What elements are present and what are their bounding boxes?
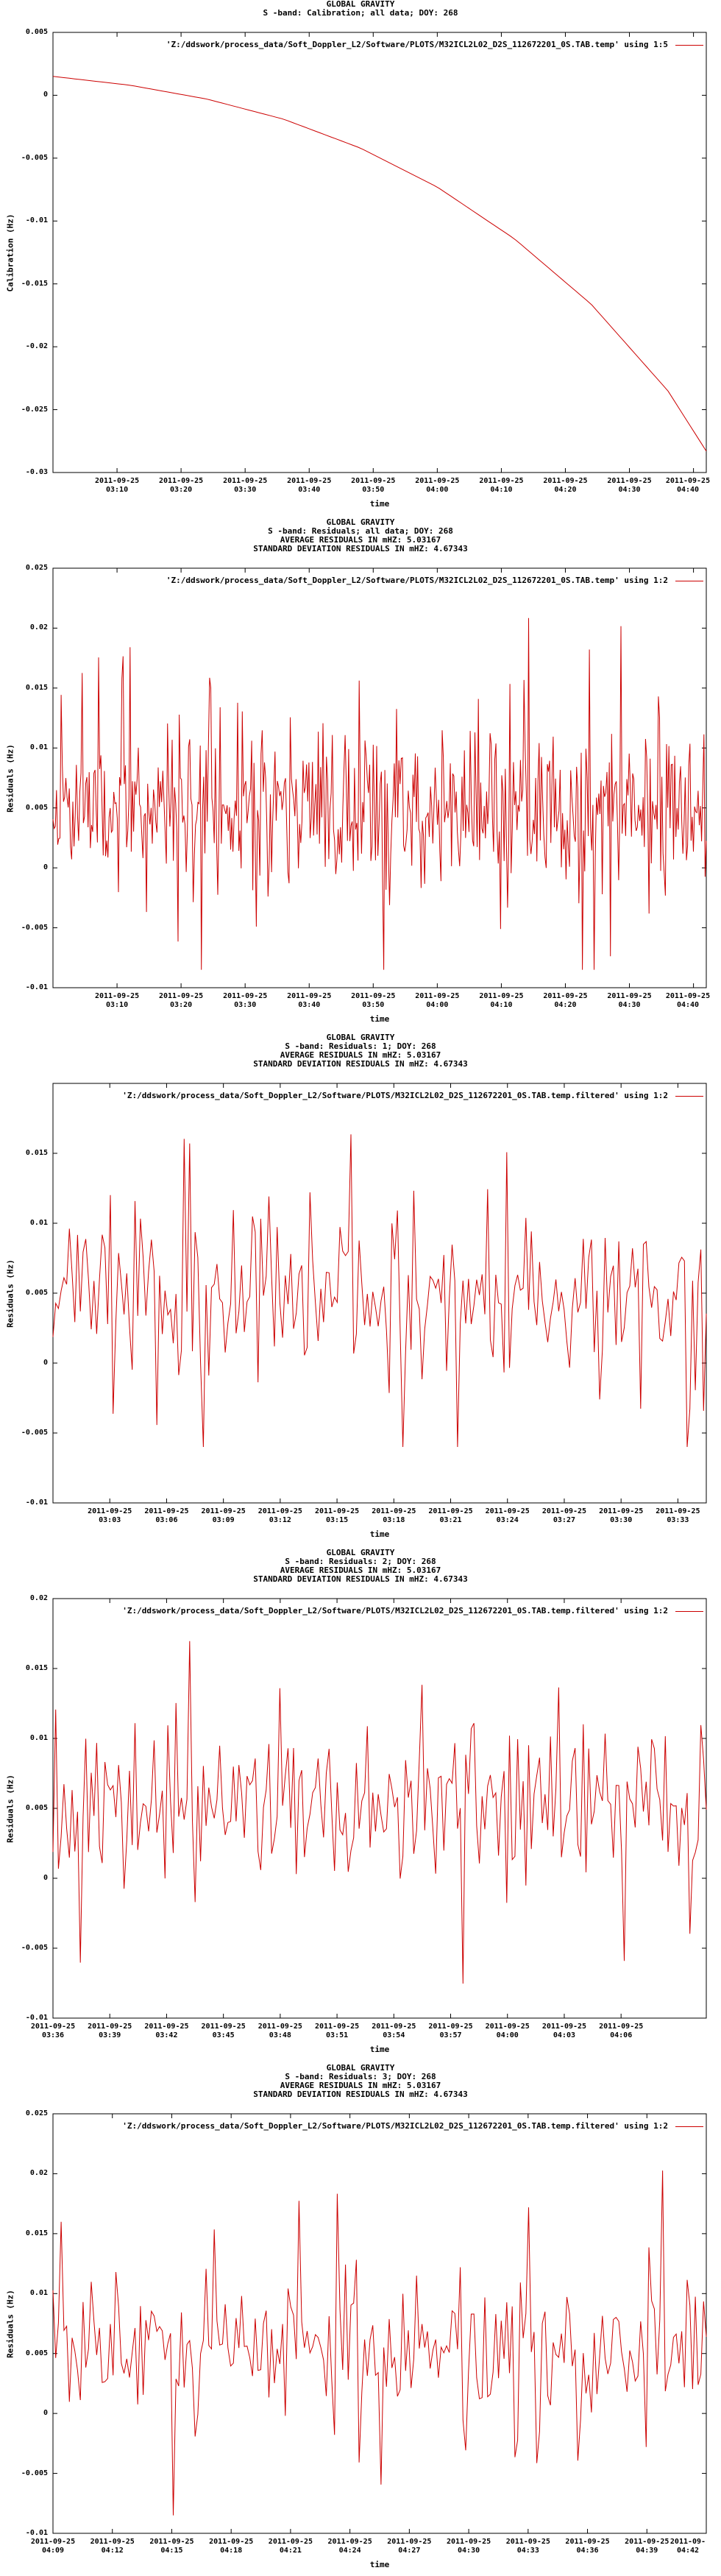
x-tick-time: 04:09 bbox=[41, 2547, 65, 2555]
x-tick-date: 2011-09-25 bbox=[543, 992, 588, 1000]
x-tick-time: 03:50 bbox=[362, 486, 385, 494]
y-tick-label: -0.025 bbox=[21, 405, 48, 414]
series-line bbox=[53, 2170, 706, 2516]
x-tick-label bbox=[20, 2538, 86, 2555]
x-tick-time: 03:30 bbox=[234, 1001, 257, 1009]
plot-title-line: S -band: Residuals: 3; DOY: 268 bbox=[285, 2072, 436, 2081]
y-tick-label: 0.015 bbox=[25, 683, 48, 692]
plot-title-line: GLOBAL GRAVITY bbox=[326, 1548, 395, 1557]
series-line bbox=[53, 77, 706, 451]
x-tick-time: 04:00 bbox=[426, 1001, 449, 1009]
x-tick-label bbox=[655, 992, 721, 1010]
residuals-1-plot bbox=[0, 1030, 721, 1546]
series-line bbox=[53, 1134, 706, 1447]
x-tick-time: 04:00 bbox=[496, 2031, 519, 2039]
x-tick-date: 2011-09-25 bbox=[415, 477, 460, 485]
x-tick-date: 2011-09-25 bbox=[30, 2023, 76, 2031]
x-tick-time: 04:10 bbox=[490, 1001, 513, 1009]
plot-title-line: S -band: Residuals: 2; DOY: 268 bbox=[285, 1557, 436, 1566]
y-tick-label: 0.01 bbox=[29, 743, 48, 752]
x-tick-date: 2011-09-25 bbox=[30, 2538, 76, 2546]
x-tick-time: 03:18 bbox=[383, 1516, 405, 1524]
x-tick-date: 2011-09-25 bbox=[88, 1507, 132, 1515]
residuals-3-plot bbox=[0, 2061, 721, 2576]
x-tick-label bbox=[532, 477, 598, 495]
x-tick-time: 04:40 bbox=[676, 1001, 700, 1009]
residuals-2-plot bbox=[0, 1546, 721, 2061]
plot-title-line: STANDARD DEVIATION RESIDUALS IN mHZ: 4.67343 bbox=[253, 1059, 468, 1069]
y-tick-label: -0.005 bbox=[21, 1429, 48, 1437]
legend-swatch bbox=[675, 1096, 703, 1097]
x-tick-label bbox=[532, 992, 598, 1010]
x-tick-label bbox=[84, 992, 150, 1010]
x-tick-date: 2011-09-25 bbox=[485, 1507, 530, 1515]
x-tick-label bbox=[317, 2538, 383, 2555]
legend-label: 'Z:/ddswork/process_data/Soft_Doppler_L2/Software/PLOTS/M32ICL2L02_D2S_112672201_0S.TAB.temp.filtered' using 1:2 bbox=[122, 1091, 668, 1100]
legend bbox=[166, 40, 703, 49]
x-tick-date: 2011-09-25 bbox=[415, 992, 460, 1000]
plot-frame bbox=[53, 1083, 706, 1503]
x-tick-date: 2011-09-25 bbox=[314, 2023, 360, 2031]
y-tick-label: 0 bbox=[43, 1359, 48, 1367]
x-tick-time: 04:30 bbox=[618, 486, 641, 494]
x-tick-time: 03:30 bbox=[234, 486, 257, 494]
x-axis-label: time bbox=[369, 1529, 390, 1539]
x-tick-label bbox=[597, 992, 663, 1010]
x-tick-date: 2011-09-25 bbox=[258, 1507, 302, 1515]
legend bbox=[166, 576, 703, 585]
x-tick-date: 2011-09-25 bbox=[351, 477, 396, 485]
y-tick-label: 0 bbox=[43, 863, 48, 872]
y-tick-label: 0.005 bbox=[25, 2349, 48, 2357]
plot-title-line: STANDARD DEVIATION RESIDUALS IN mHZ: 4.67343 bbox=[253, 2090, 468, 2099]
y-tick-label: 0.005 bbox=[25, 1289, 48, 1297]
x-tick-label bbox=[468, 477, 534, 495]
x-tick-time: 03:36 bbox=[41, 2031, 65, 2039]
x-tick-label bbox=[276, 992, 342, 1010]
x-tick-label bbox=[84, 477, 150, 495]
x-tick-time: 04:10 bbox=[490, 486, 513, 494]
y-tick-label: -0.01 bbox=[25, 2014, 48, 2022]
x-tick-date: 2011-09-25 bbox=[144, 2023, 189, 2031]
y-axis-label: Residuals (Hz) bbox=[5, 1259, 15, 1328]
x-tick-time: 03:40 bbox=[298, 1001, 321, 1009]
x-tick-date: 2011-09-25 bbox=[209, 2538, 254, 2546]
plot-title-line: GLOBAL GRAVITY bbox=[326, 517, 395, 527]
x-tick-label bbox=[555, 2538, 621, 2555]
plot-title-line: GLOBAL GRAVITY bbox=[326, 2063, 395, 2073]
x-tick-date: 2011-09-25 bbox=[479, 992, 524, 1000]
x-tick-date: 2011-09-25 bbox=[428, 1507, 473, 1515]
calibration-plot bbox=[0, 0, 721, 515]
x-tick-date: 2011-09-25 bbox=[428, 2023, 473, 2031]
y-tick-label: -0.005 bbox=[21, 153, 48, 162]
y-tick-label: -0.01 bbox=[25, 983, 48, 991]
x-tick-date: 2011-09- bbox=[670, 2538, 706, 2546]
x-tick-label bbox=[376, 2538, 442, 2555]
x-tick-time: 03:24 bbox=[496, 1516, 519, 1524]
legend-label: 'Z:/ddswork/process_data/Soft_Doppler_L2/Software/PLOTS/M32ICL2L02_D2S_112672201_0S.TAB.temp' using 1:2 bbox=[166, 576, 668, 585]
x-tick-time: 03:42 bbox=[155, 2031, 178, 2039]
y-tick-label: 0.02 bbox=[29, 1594, 48, 1602]
x-tick-label bbox=[340, 477, 406, 495]
x-tick-date: 2011-09-25 bbox=[314, 1507, 360, 1515]
plot-title-line: S -band: Residuals; all data; DOY: 268 bbox=[268, 526, 453, 536]
x-tick-date: 2011-09-25 bbox=[287, 477, 332, 485]
x-tick-label bbox=[436, 2538, 502, 2555]
x-tick-date: 2011-09-25 bbox=[94, 477, 140, 485]
x-tick-time: 03:12 bbox=[269, 1516, 291, 1524]
x-axis-label: time bbox=[369, 499, 390, 509]
x-tick-date: 2011-09-25 bbox=[372, 2023, 416, 2031]
x-tick-label bbox=[148, 992, 214, 1010]
plot-title-line: AVERAGE RESIDUALS IN mHZ: 5.03167 bbox=[280, 535, 441, 545]
x-tick-time: 04:42 bbox=[676, 2547, 700, 2555]
x-tick-date: 2011-09-25 bbox=[223, 992, 268, 1000]
x-tick-time: 03:51 bbox=[326, 2031, 349, 2039]
y-tick-label: -0.01 bbox=[25, 2529, 48, 2537]
residuals-all-plot bbox=[0, 515, 721, 1030]
x-tick-time: 04:40 bbox=[676, 486, 700, 494]
x-tick-date: 2011-09-25 bbox=[158, 992, 204, 1000]
x-tick-date: 2011-09-25 bbox=[94, 992, 140, 1000]
y-tick-label: -0.005 bbox=[21, 2469, 48, 2477]
x-tick-time: 04:39 bbox=[636, 2547, 658, 2555]
y-tick-label: 0.025 bbox=[25, 2109, 48, 2117]
x-tick-label bbox=[212, 477, 278, 495]
x-tick-time: 03:39 bbox=[99, 2031, 121, 2039]
x-tick-date: 2011-09-25 bbox=[599, 1507, 644, 1515]
y-tick-label: 0 bbox=[43, 2409, 48, 2418]
x-tick-date: 2011-09-25 bbox=[387, 2538, 432, 2546]
x-tick-time: 03:10 bbox=[106, 1001, 129, 1009]
y-tick-label: 0.015 bbox=[25, 1664, 48, 1672]
plot-area bbox=[0, 2061, 721, 2576]
x-tick-time: 03:15 bbox=[326, 1516, 349, 1524]
y-tick-label: 0.005 bbox=[25, 28, 48, 36]
x-tick-time: 04:12 bbox=[101, 2547, 124, 2555]
x-tick-label bbox=[468, 992, 534, 1010]
x-tick-time: 04:06 bbox=[610, 2031, 633, 2039]
x-tick-time: 03:45 bbox=[212, 2031, 235, 2039]
legend bbox=[122, 2121, 703, 2131]
plot-title-line: GLOBAL GRAVITY bbox=[326, 1033, 395, 1042]
plot-title-line: S -band: Calibration; all data; DOY: 268 bbox=[263, 8, 458, 18]
legend-label: 'Z:/ddswork/process_data/Soft_Doppler_L2/Software/PLOTS/M32ICL2L02_D2S_112672201_0S.TAB.temp.filtered' using 1:2 bbox=[122, 2121, 668, 2131]
plot-frame bbox=[53, 568, 706, 988]
plot-title-line: STANDARD DEVIATION RESIDUALS IN mHZ: 4.67343 bbox=[253, 1574, 468, 1584]
x-tick-label bbox=[588, 2023, 654, 2040]
legend bbox=[122, 1606, 703, 1616]
y-tick-label: -0.005 bbox=[21, 923, 48, 932]
x-tick-date: 2011-09-25 bbox=[446, 2538, 491, 2546]
y-axis-label: Residuals (Hz) bbox=[5, 1774, 15, 1843]
y-tick-label: -0.02 bbox=[25, 342, 48, 351]
x-tick-time: 03:40 bbox=[298, 486, 321, 494]
y-tick-label: 0.02 bbox=[29, 623, 48, 632]
y-tick-label: -0.015 bbox=[21, 279, 48, 288]
x-tick-label bbox=[148, 477, 214, 495]
x-tick-time: 03:50 bbox=[362, 1001, 385, 1009]
plot-area bbox=[0, 1030, 721, 1546]
x-tick-date: 2011-09-25 bbox=[223, 477, 268, 485]
y-tick-label: 0 bbox=[43, 1874, 48, 1882]
x-tick-date: 2011-09-25 bbox=[144, 1507, 189, 1515]
x-tick-date: 2011-09-25 bbox=[485, 2023, 530, 2031]
x-tick-time: 03:06 bbox=[155, 1516, 178, 1524]
x-tick-date: 2011-09-25 bbox=[201, 2023, 246, 2031]
x-tick-date: 2011-09-25 bbox=[351, 992, 396, 1000]
x-tick-time: 03:33 bbox=[667, 1516, 689, 1524]
x-tick-label bbox=[597, 477, 663, 495]
x-tick-time: 04:15 bbox=[160, 2547, 183, 2555]
x-tick-time: 03:57 bbox=[439, 2031, 462, 2039]
y-tick-label: 0.025 bbox=[25, 564, 48, 572]
x-tick-date: 2011-09-25 bbox=[327, 2538, 372, 2546]
plot-title-line: AVERAGE RESIDUALS IN mHZ: 5.03167 bbox=[280, 1050, 441, 1060]
x-tick-date: 2011-09-25 bbox=[201, 1507, 246, 1515]
plot-frame bbox=[53, 2114, 706, 2533]
x-tick-date: 2011-09-25 bbox=[149, 2538, 194, 2546]
plot-title-line: AVERAGE RESIDUALS IN mHZ: 5.03167 bbox=[280, 2081, 441, 2090]
y-tick-label: 0.01 bbox=[29, 1219, 48, 1227]
x-tick-time: 03:03 bbox=[99, 1516, 121, 1524]
x-tick-time: 04:27 bbox=[398, 2547, 421, 2555]
x-tick-time: 03:09 bbox=[212, 1516, 235, 1524]
y-tick-label: 0.02 bbox=[29, 2169, 48, 2178]
x-tick-date: 2011-09-25 bbox=[665, 477, 711, 485]
x-tick-date: 2011-09-25 bbox=[656, 1507, 700, 1515]
x-tick-date: 2011-09-25 bbox=[258, 2023, 302, 2031]
plot-title-line: STANDARD DEVIATION RESIDUALS IN mHZ: 4.67343 bbox=[253, 544, 468, 553]
x-tick-label bbox=[404, 477, 470, 495]
plot-title-line: AVERAGE RESIDUALS IN mHZ: 5.03167 bbox=[280, 1565, 441, 1575]
y-tick-label: 0.01 bbox=[29, 1734, 48, 1742]
x-tick-label bbox=[655, 2538, 721, 2555]
legend-label: 'Z:/ddswork/process_data/Soft_Doppler_L2/Software/PLOTS/M32ICL2L02_D2S_112672201_0S.TAB.temp.filtered' using 1:2 bbox=[122, 1606, 668, 1616]
x-tick-label bbox=[644, 1507, 711, 1525]
x-tick-date: 2011-09-25 bbox=[599, 2023, 644, 2031]
x-tick-time: 04:33 bbox=[516, 2547, 539, 2555]
x-tick-date: 2011-09-25 bbox=[543, 477, 588, 485]
plot-area bbox=[0, 1546, 721, 2061]
x-tick-time: 04:20 bbox=[554, 486, 577, 494]
x-tick-time: 03:30 bbox=[610, 1516, 633, 1524]
x-tick-label bbox=[79, 2538, 146, 2555]
x-tick-time: 04:24 bbox=[338, 2547, 361, 2555]
x-tick-time: 04:30 bbox=[458, 2547, 480, 2555]
x-tick-date: 2011-09-25 bbox=[287, 992, 332, 1000]
x-tick-time: 03:10 bbox=[106, 486, 129, 494]
y-tick-label: 0.015 bbox=[25, 1149, 48, 1157]
x-tick-date: 2011-09-25 bbox=[607, 477, 652, 485]
x-tick-time: 03:54 bbox=[383, 2031, 405, 2039]
y-tick-label: 0.005 bbox=[25, 803, 48, 812]
x-tick-time: 03:20 bbox=[170, 1001, 193, 1009]
plot-title-line: GLOBAL GRAVITY bbox=[326, 0, 395, 9]
x-tick-date: 2011-09-25 bbox=[479, 477, 524, 485]
x-tick-date: 2011-09-25 bbox=[565, 2538, 610, 2546]
y-tick-label: -0.005 bbox=[21, 1944, 48, 1952]
x-axis-label: time bbox=[369, 1014, 390, 1024]
x-tick-time: 03:20 bbox=[170, 486, 193, 494]
legend-swatch bbox=[675, 45, 703, 46]
y-tick-label: -0.03 bbox=[25, 468, 48, 476]
x-tick-time: 04:03 bbox=[553, 2031, 575, 2039]
x-tick-time: 03:21 bbox=[439, 1516, 462, 1524]
legend bbox=[122, 1091, 703, 1100]
x-tick-label bbox=[138, 2538, 205, 2555]
x-tick-time: 04:00 bbox=[426, 486, 449, 494]
series-line bbox=[53, 1641, 706, 1984]
x-tick-date: 2011-09-25 bbox=[268, 2538, 313, 2546]
x-tick-date: 2011-09-25 bbox=[90, 2538, 135, 2546]
x-tick-label bbox=[212, 992, 278, 1010]
y-axis-label: Residuals (Hz) bbox=[5, 2290, 15, 2358]
y-axis-label: Residuals (Hz) bbox=[5, 744, 15, 813]
x-tick-date: 2011-09-25 bbox=[88, 2023, 132, 2031]
x-tick-date: 2011-09-25 bbox=[541, 2023, 587, 2031]
x-tick-time: 04:36 bbox=[576, 2547, 599, 2555]
x-tick-label bbox=[655, 477, 721, 495]
x-tick-label bbox=[276, 477, 342, 495]
y-tick-label: -0.01 bbox=[25, 1498, 48, 1507]
x-axis-label: time bbox=[369, 2045, 390, 2054]
y-tick-label: 0.01 bbox=[29, 2289, 48, 2298]
y-tick-label: -0.01 bbox=[25, 216, 48, 225]
x-tick-label bbox=[404, 992, 470, 1010]
x-tick-time: 04:30 bbox=[618, 1001, 641, 1009]
x-tick-time: 04:21 bbox=[279, 2547, 302, 2555]
plot-area bbox=[0, 0, 721, 515]
plot-frame bbox=[53, 32, 706, 473]
y-tick-label: 0 bbox=[43, 91, 48, 99]
x-tick-date: 2011-09-25 bbox=[607, 992, 652, 1000]
x-tick-time: 04:20 bbox=[554, 1001, 577, 1009]
x-tick-date: 2011-09-25 bbox=[158, 477, 204, 485]
series-line bbox=[53, 618, 706, 970]
x-tick-date: 2011-09-25 bbox=[665, 992, 711, 1000]
x-tick-time: 03:27 bbox=[553, 1516, 575, 1524]
x-tick-label bbox=[340, 992, 406, 1010]
x-tick-date: 2011-09-25 bbox=[372, 1507, 416, 1515]
x-tick-time: 04:18 bbox=[220, 2547, 243, 2555]
x-tick-date: 2011-09-25 bbox=[625, 2538, 670, 2546]
x-tick-label bbox=[198, 2538, 264, 2555]
legend-label: 'Z:/ddswork/process_data/Soft_Doppler_L2/Software/PLOTS/M32ICL2L02_D2S_112672201_0S.TAB.temp' using 1:5 bbox=[166, 40, 668, 49]
x-tick-label bbox=[258, 2538, 324, 2555]
legend-swatch bbox=[675, 2126, 703, 2127]
y-tick-label: 0.015 bbox=[25, 2229, 48, 2237]
legend-swatch bbox=[675, 1611, 703, 1612]
x-axis-label: time bbox=[369, 2560, 390, 2569]
plot-title-line: S -band: Residuals: 1; DOY: 268 bbox=[285, 1041, 436, 1051]
x-tick-date: 2011-09-25 bbox=[541, 1507, 587, 1515]
plot-area bbox=[0, 515, 721, 1030]
x-tick-label bbox=[495, 2538, 561, 2555]
y-axis-label: Calibration (Hz) bbox=[5, 213, 15, 292]
x-tick-date: 2011-09-25 bbox=[505, 2538, 550, 2546]
y-tick-label: 0.005 bbox=[25, 1804, 48, 1812]
x-tick-time: 03:48 bbox=[269, 2031, 291, 2039]
